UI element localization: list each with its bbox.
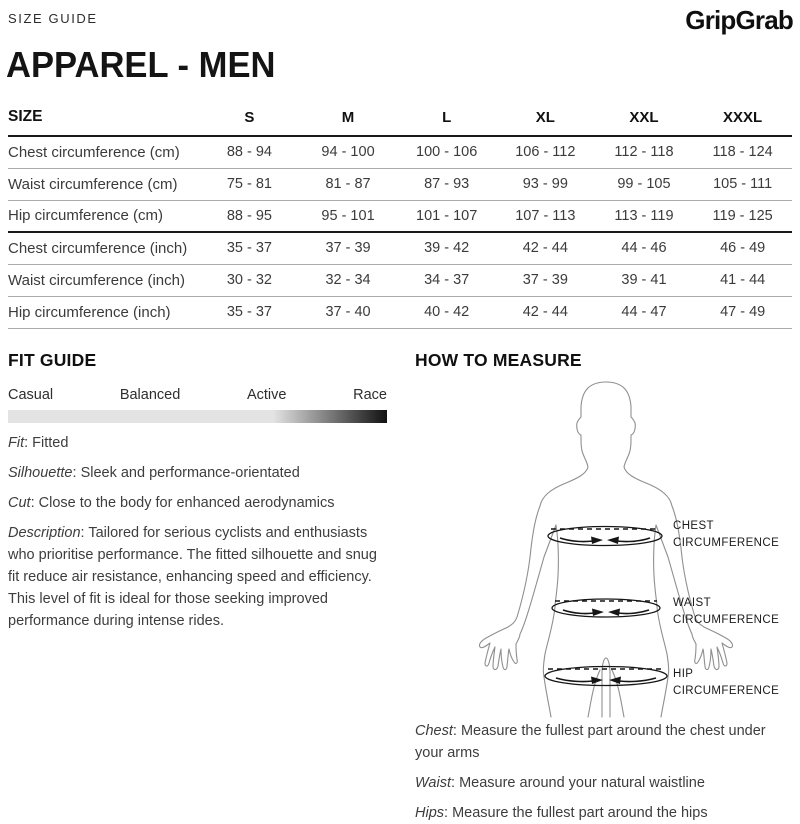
- how-to-measure-heading: HOW TO MEASURE: [415, 350, 582, 370]
- chest-label-line1: CHEST: [673, 520, 714, 532]
- diagram-labels: [673, 520, 779, 697]
- row-label: Chest circumference (inch): [8, 232, 200, 264]
- cell: 44 - 46: [595, 232, 694, 264]
- column-header-m: M: [299, 102, 398, 136]
- fit-scale-labels: [8, 387, 387, 403]
- row-label: Chest circumference (cm): [8, 136, 200, 168]
- chest-measure-tape: [548, 527, 662, 546]
- fit-scale-label-active: Active: [246, 387, 287, 403]
- cell: 88 - 94: [200, 136, 299, 168]
- fit-scale-label-balanced: Balanced: [119, 387, 181, 403]
- cell: 46 - 49: [693, 232, 792, 264]
- size-table: [8, 102, 792, 329]
- table-row: [8, 232, 792, 264]
- measure-instruction: [415, 772, 790, 794]
- column-header-size: SIZE: [8, 102, 200, 136]
- column-header-s: S: [200, 102, 299, 136]
- cell: 101 - 107: [397, 200, 496, 232]
- cell: 112 - 118: [595, 136, 694, 168]
- measure-text: Measure the fullest part around the chest under your arms: [415, 723, 766, 761]
- fit-attribute-term: Description :: [8, 525, 85, 541]
- row-label: Waist circumference (cm): [8, 168, 200, 200]
- cell: 113 - 119: [595, 200, 694, 232]
- column-header-xl: XL: [496, 102, 595, 136]
- cell: 44 - 47: [595, 296, 694, 328]
- cell: 34 - 37: [397, 264, 496, 296]
- cell: 39 - 42: [397, 232, 496, 264]
- row-label: Hip circumference (inch): [8, 296, 200, 328]
- cell: 41 - 44: [693, 264, 792, 296]
- cell: 42 - 44: [496, 296, 595, 328]
- measure-term: Chest :: [415, 723, 457, 739]
- row-label: Waist circumference (inch): [8, 264, 200, 296]
- cell: 107 - 113: [496, 200, 595, 232]
- row-label: Hip circumference (cm): [8, 200, 200, 232]
- fit-attribute: [8, 432, 387, 454]
- cell: 105 - 111: [693, 168, 792, 200]
- cell: 37 - 39: [299, 232, 398, 264]
- measure-term: Hips :: [415, 805, 448, 821]
- cell: 94 - 100: [299, 136, 398, 168]
- fit-guide-section: [8, 350, 387, 632]
- cell: 88 - 95: [200, 200, 299, 232]
- fit-attribute-text: Tailored for serious cyclists and enthusiasts who prioritise performance. The fitted silhouette and snug fit reduce air resistance, enhancing speed and efficiency. This level of fit is ideal for those seeking improved performance during intense rides.: [8, 525, 377, 629]
- hip-label-line2: CIRCUMFERENCE: [673, 685, 780, 697]
- cell: 32 - 34: [299, 264, 398, 296]
- how-to-measure-section: [415, 350, 792, 371]
- waist-label-line2: CIRCUMFERENCE: [673, 614, 780, 626]
- body-measurement-diagram: [420, 372, 792, 718]
- fit-scale-label-race: Race: [353, 387, 387, 403]
- page-eyebrow: SIZE GUIDE: [8, 11, 98, 26]
- cell: 30 - 32: [200, 264, 299, 296]
- waist-label-line1: WAIST: [673, 597, 711, 609]
- column-header-xxxl: XXXL: [693, 102, 792, 136]
- chest-label-line2: CIRCUMFERENCE: [673, 537, 780, 549]
- cell: 35 - 37: [200, 296, 299, 328]
- cell: 39 - 41: [595, 264, 694, 296]
- size-table-header-row: [8, 102, 792, 136]
- measure-text: Measure the fullest part around the hips: [452, 805, 708, 821]
- fit-attribute-term: Silhouette :: [8, 465, 77, 481]
- fit-scale-bar: [8, 410, 387, 423]
- cell: 93 - 99: [496, 168, 595, 200]
- cell: 35 - 37: [200, 232, 299, 264]
- measure-instructions: [415, 712, 790, 824]
- measure-instruction: [415, 802, 790, 824]
- fit-attribute-text: Fitted: [32, 435, 69, 451]
- cell: 37 - 39: [496, 264, 595, 296]
- table-row: [8, 296, 792, 328]
- measure-instruction: [415, 720, 790, 764]
- fit-scale-label-casual: Casual: [8, 387, 54, 403]
- cell: 40 - 42: [397, 296, 496, 328]
- fit-attribute-term: Fit :: [8, 435, 28, 451]
- cell: 42 - 44: [496, 232, 595, 264]
- cell: 95 - 101: [299, 200, 398, 232]
- measure-term: Waist :: [415, 775, 455, 791]
- cell: 119 - 125: [693, 200, 792, 232]
- size-table-section: [8, 102, 792, 329]
- fit-attributes: [8, 432, 387, 632]
- waist-measure-tape: [552, 599, 660, 617]
- fit-attribute-text: Close to the body for enhanced aerodynamics: [38, 495, 335, 511]
- brand-logo: GripGrab: [685, 5, 793, 35]
- page-title: APPAREL - MEN: [6, 44, 276, 85]
- cell: 47 - 49: [693, 296, 792, 328]
- cell: 100 - 106: [397, 136, 496, 168]
- table-row: [8, 136, 792, 168]
- fit-attribute-text: Sleek and performance-orientated: [80, 465, 300, 481]
- cell: 37 - 40: [299, 296, 398, 328]
- column-header-l: L: [397, 102, 496, 136]
- fit-guide-heading: FIT GUIDE: [8, 350, 97, 370]
- fit-attribute-term: Cut :: [8, 495, 35, 511]
- cell: 81 - 87: [299, 168, 398, 200]
- hip-measure-tape: [545, 667, 667, 686]
- cell: 106 - 112: [496, 136, 595, 168]
- cell: 87 - 93: [397, 168, 496, 200]
- fit-attribute: [8, 462, 387, 484]
- cell: 99 - 105: [595, 168, 694, 200]
- fit-attribute: [8, 522, 387, 632]
- table-row: [8, 200, 792, 232]
- hip-label-line1: HIP: [673, 668, 694, 680]
- fit-attribute: [8, 492, 387, 514]
- measure-text: Measure around your natural waistline: [459, 775, 705, 791]
- table-row: [8, 264, 792, 296]
- column-header-xxl: XXL: [595, 102, 694, 136]
- cell: 118 - 124: [693, 136, 792, 168]
- cell: 75 - 81: [200, 168, 299, 200]
- table-row: [8, 168, 792, 200]
